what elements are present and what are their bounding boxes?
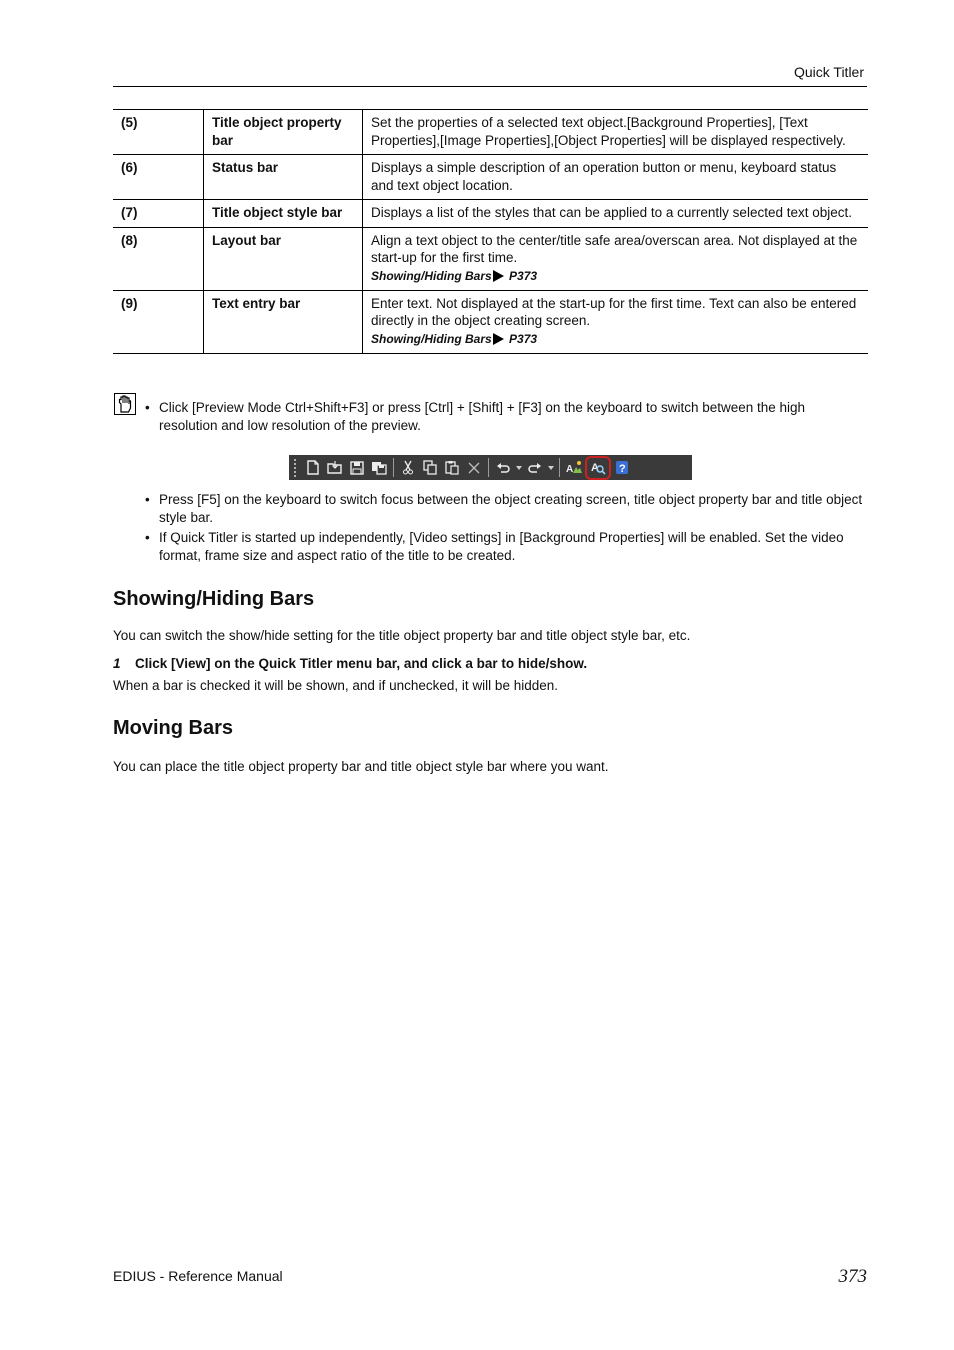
note-bullet: • Press [F5] on the keyboard to switch focus between the object creating screen, title object property bar and title object style bar.: [145, 492, 863, 525]
redo-icon[interactable]: [524, 457, 546, 478]
delete-icon[interactable]: [463, 457, 485, 478]
row-name: Status bar: [204, 155, 363, 200]
row-number: (8): [113, 227, 204, 290]
section-heading: Moving Bars: [113, 717, 234, 739]
section-intro: You can switch the show/hide setting for the title object property bar and title object style bar, etc.: [113, 628, 691, 643]
save-as-icon[interactable]: [368, 457, 390, 478]
undo-dropdown-icon[interactable]: [514, 457, 524, 478]
row-description: Displays a list of the styles that can be applied to a currently selected text object.: [363, 200, 869, 228]
new-icon[interactable]: [302, 457, 324, 478]
section-heading: Showing/Hiding Bars: [113, 588, 315, 610]
open-icon[interactable]: [324, 457, 346, 478]
toolbar-grip[interactable]: [293, 458, 297, 477]
table-row: [113, 200, 868, 228]
row-name: Title object property bar: [204, 110, 363, 155]
step-text: Click [View] on the Quick Titler menu bar, and click a bar to hide/show.: [135, 656, 588, 671]
image-icon[interactable]: [563, 457, 585, 478]
cross-reference-link[interactable]: Showing/Hiding Bars P373: [371, 268, 538, 283]
row-description: Enter text. Not displayed at the start-up for the first time. Text can also be entered directly in the object creating screen. Showing/Hiding Bars P373: [363, 290, 869, 353]
toolbar-separator: [559, 458, 560, 477]
row-number: (9): [113, 290, 204, 353]
row-description: Set the properties of a selected text object.[Background Properties], [Text Properties],[Image Properties],[Object Properties] will be displayed respectively.: [363, 110, 869, 155]
note-bullet: • If Quick Titler is started up independently, [Video settings] in [Background Properties] will be enabled. Set the video format, frame size and aspect ratio of the title to be created.: [145, 530, 844, 563]
row-number: (6): [113, 155, 204, 200]
row-name: Title object style bar: [204, 200, 363, 228]
preview-mode-icon[interactable]: [585, 456, 611, 480]
table-row: [113, 155, 868, 200]
note-hand-icon: [114, 393, 136, 415]
toolbar-separator: [393, 458, 394, 477]
section-intro: You can place the title object property bar and title object style bar where you want.: [113, 759, 609, 774]
paste-icon[interactable]: [441, 457, 463, 478]
quick-titler-toolbar: [289, 455, 692, 480]
bar-description-table: [113, 109, 868, 354]
row-description: Align a text object to the center/title safe area/overscan area. Not displayed at the start-up for the first time. Showing/Hiding Bars P373: [363, 227, 869, 290]
row-name: Text entry bar: [204, 290, 363, 353]
redo-dropdown-icon[interactable]: [546, 457, 556, 478]
footer-manual-title: EDIUS - Reference Manual: [113, 1268, 283, 1284]
copy-icon[interactable]: [419, 457, 441, 478]
table-row: [113, 227, 868, 290]
cross-reference-link[interactable]: Showing/Hiding Bars P373: [371, 331, 538, 346]
row-number: (5): [113, 110, 204, 155]
arrow-icon: [493, 270, 504, 282]
note-bullet: • Click [Preview Mode Ctrl+Shift+F3] or press [Ctrl] + [Shift] + [F3] on the keyboard to switch between the high resolution and low resolution of the preview.: [145, 400, 806, 433]
toolbar-separator: [488, 458, 489, 477]
svg-text:?: ?: [619, 463, 626, 475]
row-name: Layout bar: [204, 227, 363, 290]
table-row: [113, 290, 868, 353]
row-number: (7): [113, 200, 204, 228]
help-icon[interactable]: [611, 457, 633, 478]
save-icon[interactable]: [346, 457, 368, 478]
running-header: Quick Titler: [793, 64, 864, 80]
step-number: 1: [113, 656, 121, 671]
cut-icon[interactable]: [397, 457, 419, 478]
page-number: 373: [838, 1266, 867, 1287]
header-rule: [113, 86, 867, 87]
arrow-icon: [493, 333, 504, 345]
table-row: [113, 110, 868, 155]
step: [113, 656, 587, 671]
undo-icon[interactable]: [492, 457, 514, 478]
row-description: Displays a simple description of an operation button or menu, keyboard status and text object location.: [363, 155, 869, 200]
svg-text:A: A: [591, 462, 599, 474]
svg-text:A: A: [565, 464, 573, 475]
step-result: When a bar is checked it will be shown, and if unchecked, it will be hidden.: [113, 678, 558, 693]
